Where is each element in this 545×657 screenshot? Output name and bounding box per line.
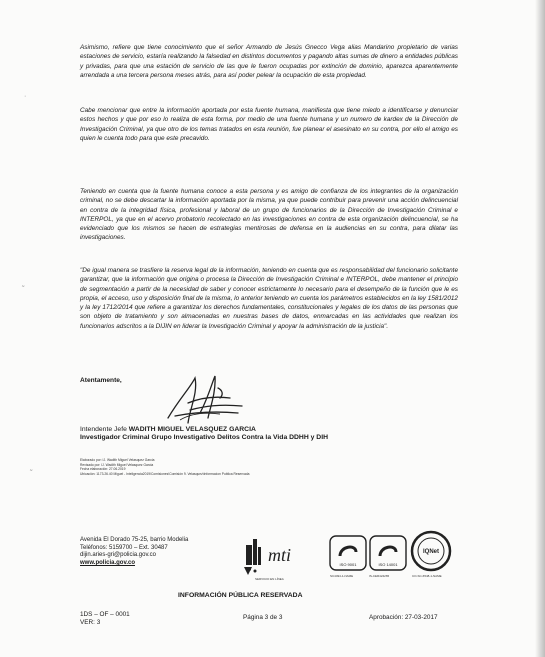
svg-text:ISO 14001: ISO 14001 (378, 562, 398, 567)
meta-line: Revisado por: IJ. Wadith Miguel Velasquez Garcia (80, 462, 154, 467)
paragraph-3: Teniendo en cuenta que la fuente humana conoce a esta persona y es amigo de confianza de los integrantes de la organización criminal, no se debe descartar la información aportada por la misma, ya que puede contribuir para prevenir una acción delincuencial en contra de la integridad física, profesional y laboral de un grupo de funcionarios de la Dirección de Investigación Criminal e INTERPOL, ya que en el acervo probatorio recolectado en las investigaciones en contra de esta organización delincuencial, se ha evidenciado que los mismos se hacen de estrategias mentirosas de defensa en la audiencias en su contra, para dilatar las investigaciones. (80, 188, 458, 242)
mti-logo-text: mti (268, 545, 292, 565)
document-metadata (80, 458, 249, 476)
cert-caption: CO-SC-6548-1-NAME (412, 574, 442, 578)
mti-logo (238, 533, 318, 583)
address-line: Avenida El Dorado 75-25, barrio Modelia (80, 537, 189, 543)
cert-caption: SC4494-1-NAME (330, 574, 354, 578)
scan-edge-shadow (535, 0, 545, 657)
mti-caption: SERVICIO EN LÍNEA (255, 577, 284, 581)
scan-speck: ˜ (22, 286, 25, 293)
footer-address (80, 537, 188, 567)
closing: Atentamente, (80, 377, 122, 384)
cert-caption: IS-CER424265 (369, 574, 390, 578)
approval-date: Aprobación: 27-03-2017 (369, 614, 438, 621)
icontec-iso9001-seal (328, 534, 368, 572)
meta-line: Fecha elaboración: 27.06.2019 (80, 467, 126, 472)
signatory-title: Investigador Criminal Grupo Investigativo Delitos Contra la Vida DDHH y DIH (80, 434, 329, 441)
phone-line: Teléfonos: 5159700 – Ext. 30487 (80, 544, 168, 551)
meta-line: Elaborado por: IJ. Wadith Miguel Velasquez Garcia (80, 458, 155, 462)
handwritten-signature (160, 368, 250, 428)
paragraph-4: "De igual manera se trasfiere la reserva legal de la información, teniendo en cuenta que es responsabilidad del funcionario solicitante garantizar, que la información que origina o procesa la Dirección de Investigación Criminal e INTERPOL, debe mantener el principio de segmentación a partir de la necesidad de saber y conocer estrictamente lo necesario para el desempeño de la función que le es propia, el acceso, uso y disposición final de la misma, lo anterior teniendo en cuenta los parámetros establecidos en la ley 1581/2012 y la ley 1712/2014 que refiere a garantizar los derechos fundamentales, constitucionales y legales de los datos de las personas que son objeto de tratamiento y son almacenadas en nuestras bases de datos, enmarcadas en las actividades que realizan los funcionarios adscritos a la DIJIN en liderar la Investigación Criminal y apoyar la administración de la justicia". (80, 267, 458, 330)
page-number: Página 3 de 3 (243, 614, 283, 621)
classification-label: INFORMACIÓN PÚBLICA RESERVADA (178, 592, 303, 599)
document-code (80, 611, 130, 627)
iqnet-seal (410, 530, 452, 572)
paragraph-2: Cabe mencionar que entre la información aportada por esta fuente humana, manifiesta que tiene miedo a identificarse y denunciar estos hechos y que por eso lo realiza de esta forma, por medio de una fuente humana y un numero de kardex de la Dirección de Investigación Criminal, ya que otro de los temas tratados en esta reunión, fue planear el asesinato en su contra, por ello el amigo es quien le cuenta todo para que este precavido. (80, 107, 458, 142)
doc-version: VER: 3 (80, 619, 101, 626)
doc-code: 1DS – OF – 0001 (80, 611, 130, 618)
svg-text:IQNet: IQNet (422, 549, 440, 555)
svg-text:ISO 9001: ISO 9001 (339, 562, 357, 567)
scan-speck: · (24, 93, 27, 100)
email-line: dijin.aries-gri@policia.gov.co (80, 552, 157, 559)
signatory-name: Intendente Jefe WADITH MIGUEL VELASQUEZ GARCIA (80, 426, 256, 433)
website-link[interactable]: www.policia.gov.co (80, 559, 136, 566)
icontec-iso14001-seal (368, 534, 408, 572)
paragraph-1: Asimismo, refiere que tiene conocimiento que el señor Armando de Jesús Gnecco Vega alias Mandarino propietario de varias estaciones de servicio, estaría realizando la falsedad en distintos documentos y pagando altas sumas de dinero a entidades públicas y privadas, para que una estación de servicio de las que le fueron ocupadas por extinción de dominio, aparezca aparentemente arrendada a una tercera persona meses atrás, para así poder pelear la ocupación de esta propiedad. (80, 44, 458, 79)
meta-line: Ubicación: 1173.26.40 Miguel - Inteligencia2019\Comisiones\Comisión 9. Velasquez\Informacion Publica Reservada (80, 471, 250, 476)
scan-speck: ˜ (30, 470, 33, 477)
